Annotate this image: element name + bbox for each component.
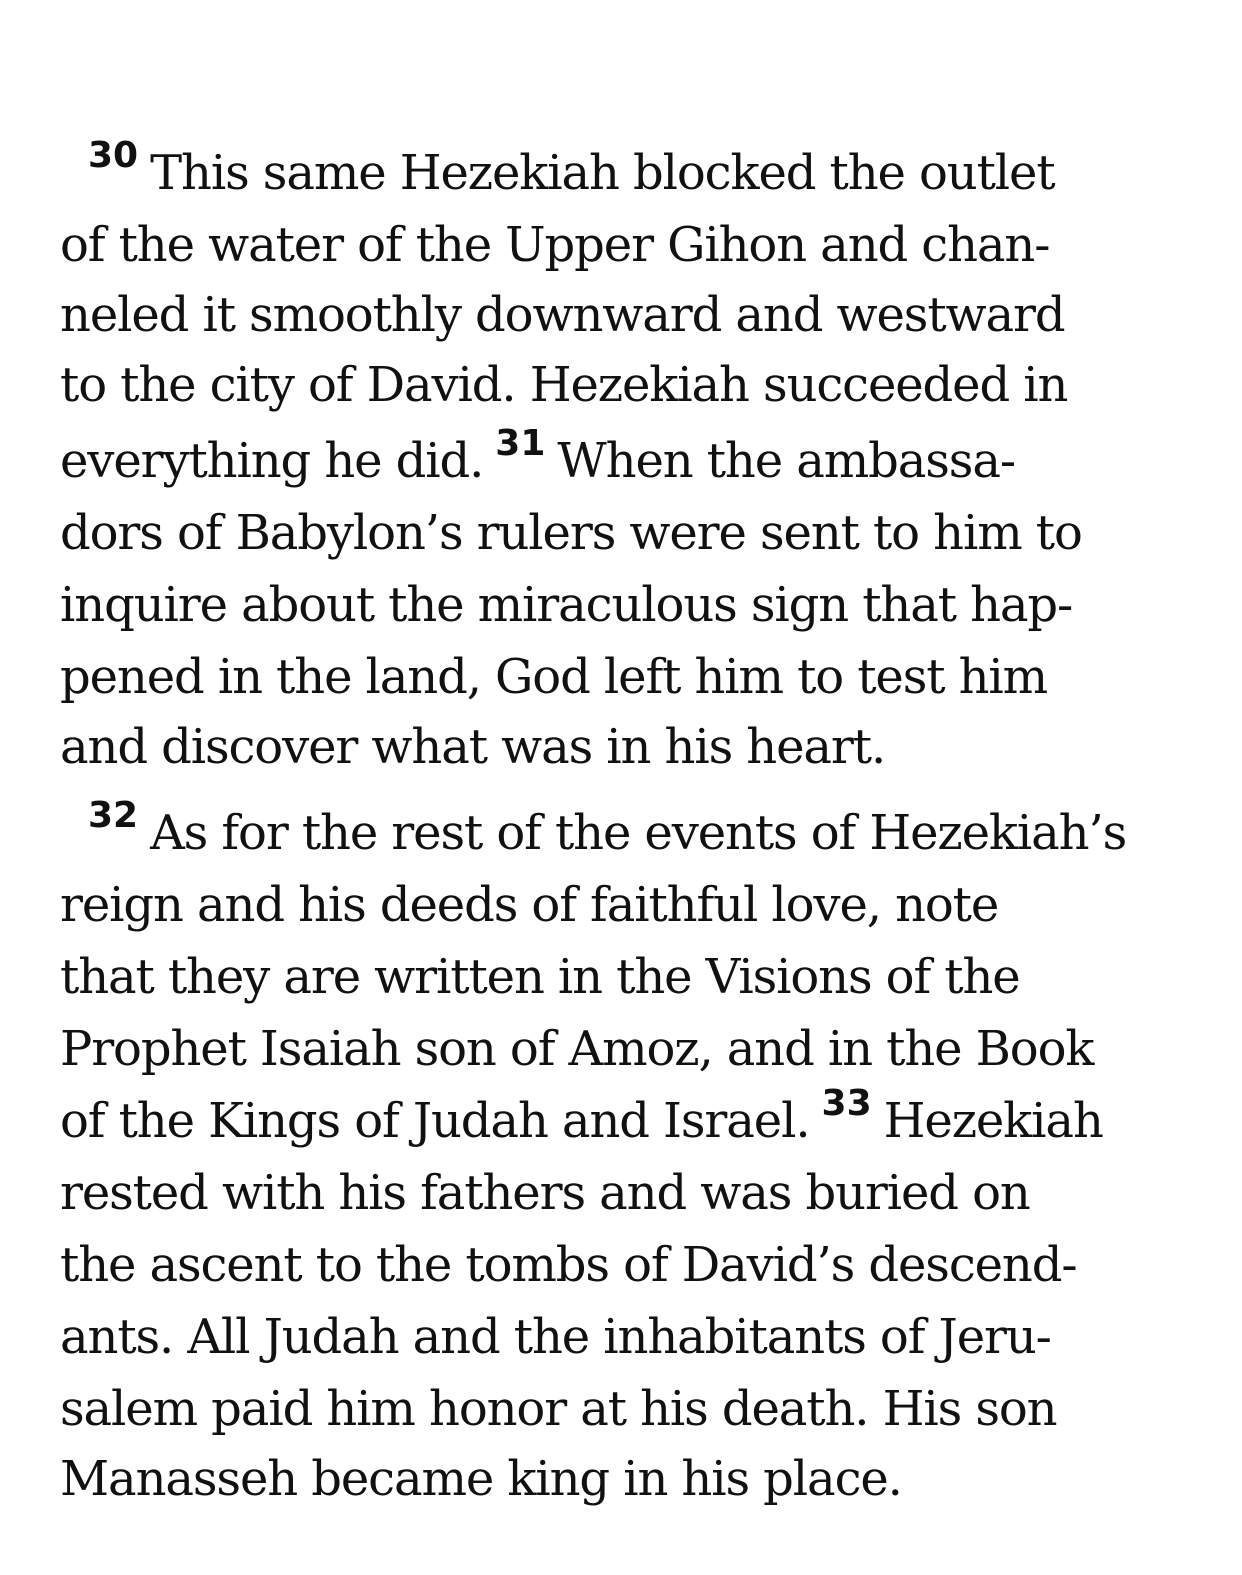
verse-number: 30 [88, 135, 139, 176]
text-line: salem paid him honor at his death. His son [60, 1381, 1057, 1437]
text-line: ants. All Judah and the inhabitants of Jeru- [60, 1309, 1051, 1365]
text-line: the ascent to the tombs of David’s descend- [60, 1237, 1077, 1293]
text-line: inquire about the miraculous sign that hap- [60, 577, 1073, 633]
text-line [60, 137, 1055, 209]
verse-number: 32 [88, 795, 139, 836]
text-line: dors of Babylon’s rulers were sent to him to [60, 505, 1082, 561]
text-line: of the water of the Upper Gihon and chan- [60, 217, 1050, 273]
text-line [60, 1085, 1103, 1157]
text-line: pened in the land, God left him to test him [60, 649, 1048, 705]
text-line: Prophet Isaiah son of Amoz, and in the Book [60, 1021, 1094, 1077]
verse-text: everything he did. [60, 433, 484, 489]
text-line [60, 425, 1015, 497]
text-line: that they are written in the Visions of the [60, 949, 1020, 1005]
verse-text: of the Kings of Judah and Israel. [60, 1093, 810, 1149]
verse-text: When the ambassa- [557, 433, 1015, 489]
text-line: neled it smoothly downward and westward [60, 287, 1065, 343]
verse-number: 33 [821, 1083, 872, 1124]
text-line: rested with his fathers and was buried on [60, 1165, 1030, 1221]
text-line: and discover what was in his heart. [60, 719, 886, 775]
text-line [60, 797, 1126, 869]
verse-text: Hezekiah [883, 1093, 1103, 1149]
text-line: reign and his deeds of faithful love, note [60, 877, 999, 933]
verse-text: As for the rest of the events of Hezekiah’s [150, 805, 1127, 861]
text-line: Manasseh became king in his place. [60, 1451, 902, 1507]
text-line: to the city of David. Hezekiah succeeded in [60, 357, 1068, 413]
verse-number: 31 [495, 423, 546, 464]
verse-text: This same Hezekiah blocked the outlet [150, 145, 1055, 201]
